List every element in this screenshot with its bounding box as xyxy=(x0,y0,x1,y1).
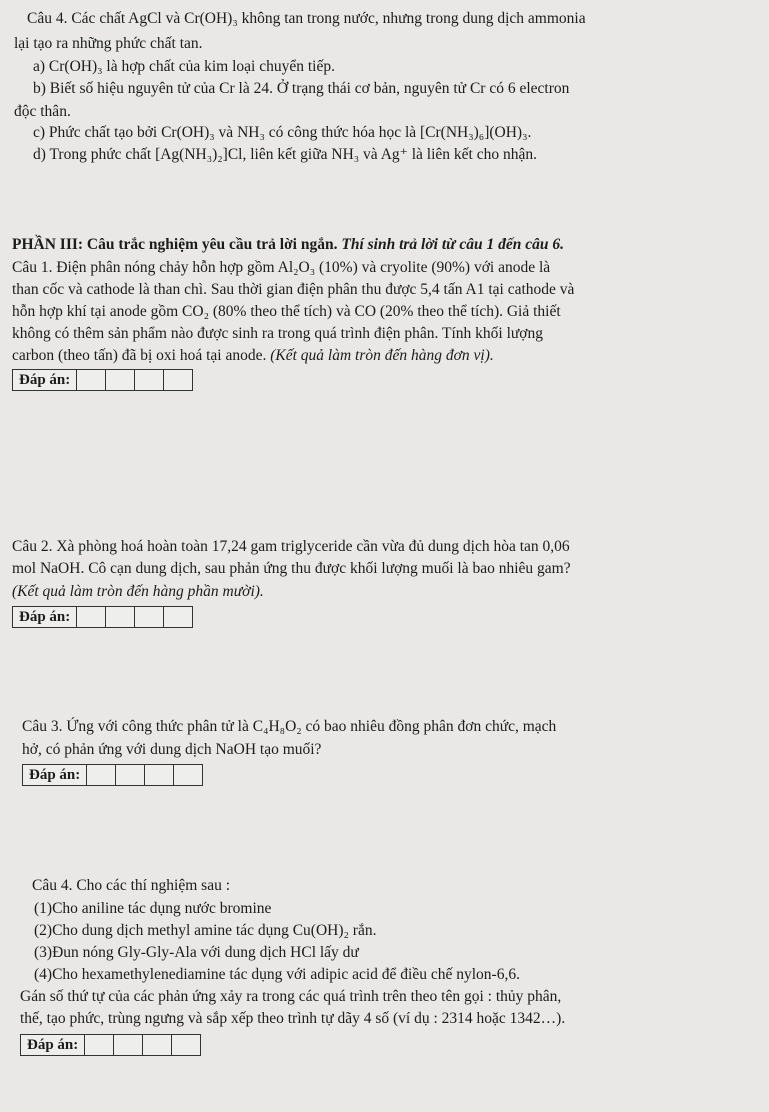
q4-answer-box-3[interactable] xyxy=(143,1034,172,1056)
q3-answer-row xyxy=(22,764,203,786)
q3-answer-box-3[interactable] xyxy=(145,764,174,786)
q2-answer-box-4[interactable] xyxy=(164,606,193,628)
q1-line1: Câu 1. Điện phân nóng chảy hỗn hợp gồm Al₂O₃ (10%) và cryolite (90%) với anode là xyxy=(12,259,551,276)
q1-line5: carbon (theo tấn) đã bị oxi hoá tại anode. xyxy=(12,347,267,364)
q2-answer-box-2[interactable] xyxy=(106,606,135,628)
q3-line1: Câu 3. Ứng với công thức phân tử là C₄H₈O₂ có bao nhiêu đồng phân đơn chức, mạch xyxy=(22,718,557,735)
part3-heading: PHẦN III: Câu trắc nghiệm yêu cầu trả lời ngắn. xyxy=(12,236,338,253)
q1-answer-box-4[interactable] xyxy=(164,369,193,391)
q1-line5-note: (Kết quả làm tròn đến hàng đơn vị). xyxy=(270,347,494,364)
q2-line1: Câu 2. Xà phòng hoá hoàn toàn 17,24 gam triglyceride cần vừa đủ dung dịch hòa tan 0,06 xyxy=(12,538,570,555)
q4prev-b2: độc thân. xyxy=(14,103,71,120)
q1-answer-label: Đáp án: xyxy=(12,369,77,391)
q3-answer-label: Đáp án: xyxy=(22,764,87,786)
q4-line1: Câu 4. Cho các thí nghiệm sau : xyxy=(32,877,231,894)
q2-line2: mol NaOH. Cô cạn dung dịch, sau phản ứng thu được khối lượng muối là bao nhiêu gam? xyxy=(12,560,571,577)
q4prev-d: d) Trong phức chất [Ag(NH₃)₂]Cl, liên kết giữa NH₃ và Ag⁺ là liên kết cho nhận. xyxy=(33,146,537,163)
q4-answer-box-1[interactable] xyxy=(85,1034,114,1056)
q4prev-b1: b) Biết số hiệu nguyên tử của Cr là 24. Ở trạng thái cơ bản, nguyên tử Cr có 6 electron xyxy=(33,80,570,97)
q1-answer-row xyxy=(12,369,193,391)
q3-answer-box-1[interactable] xyxy=(87,764,116,786)
q4-line3: thế, tạo phức, trùng ngưng và sắp xếp theo trình tự dãy 4 số (ví dụ : 2314 hoặc 1342…). xyxy=(20,1010,566,1027)
q1-line3: hỗn hợp khí tại anode gồm CO₂ (80% theo thể tích) và CO (20% theo thể tích). Giả thiết xyxy=(12,303,561,320)
q4-exp-2: (2)Cho dung dịch methyl amine tác dụng Cu(OH)₂ rắn. xyxy=(34,922,377,939)
q4-answer-label: Đáp án: xyxy=(20,1034,85,1056)
q4-exp-4: (4)Cho hexamethylenediamine tác dụng với adipic acid để điều chế nylon-6,6. xyxy=(34,966,520,983)
q4-exp-3: (3)Đun nóng Gly-Gly-Ala với dung dịch HCl lấy dư xyxy=(34,944,359,961)
q4prev-line1: Câu 4. Các chất AgCl và Cr(OH)₃ không tan trong nước, nhưng trong dung dịch ammonia xyxy=(27,10,586,27)
q3-answer-box-2[interactable] xyxy=(116,764,145,786)
q1-answer-box-3[interactable] xyxy=(135,369,164,391)
q1-answer-box-2[interactable] xyxy=(106,369,135,391)
q4prev-line2: lại tạo ra những phức chất tan. xyxy=(14,35,203,52)
q4-exp-1: (1)Cho aniline tác dụng nước bromine xyxy=(34,900,272,917)
q2-answer-row xyxy=(12,606,193,628)
q2-answer-label: Đáp án: xyxy=(12,606,77,628)
q1-line4: không có thêm sản phẩm nào được sinh ra trong quá trình điện phân. Tính khối lượng xyxy=(12,325,543,342)
q2-answer-box-3[interactable] xyxy=(135,606,164,628)
q4prev-a: a) Cr(OH)₃ là hợp chất của kim loại chuyển tiếp. xyxy=(33,58,335,75)
q4-line2: Gán số thứ tự của các phản ứng xảy ra trong các quá trình trên theo tên gọi : thủy phân, xyxy=(20,988,562,1005)
q2-answer-box-1[interactable] xyxy=(77,606,106,628)
part3-heading-note: Thí sinh trả lời từ câu 1 đến câu 6. xyxy=(341,236,564,253)
q1-line2: than cốc và cathode là than chì. Sau thời gian điện phân thu được 5,4 tấn A1 tại cathode và xyxy=(12,281,575,298)
q4-answer-row xyxy=(20,1034,201,1056)
q1-line5-row xyxy=(12,347,494,365)
part3-heading-row xyxy=(12,236,564,254)
q3-line2: hở, có phản ứng với dung dịch NaOH tạo muối? xyxy=(22,741,322,758)
q4prev-c: c) Phức chất tạo bởi Cr(OH)₃ và NH₃ có công thức hóa học là [Cr(NH₃)₆](OH)₃. xyxy=(33,124,532,141)
q3-answer-box-4[interactable] xyxy=(174,764,203,786)
q4-answer-box-2[interactable] xyxy=(114,1034,143,1056)
q2-line3: (Kết quả làm tròn đến hàng phần mười). xyxy=(12,583,264,600)
q4-answer-box-4[interactable] xyxy=(172,1034,201,1056)
q1-answer-box-1[interactable] xyxy=(77,369,106,391)
